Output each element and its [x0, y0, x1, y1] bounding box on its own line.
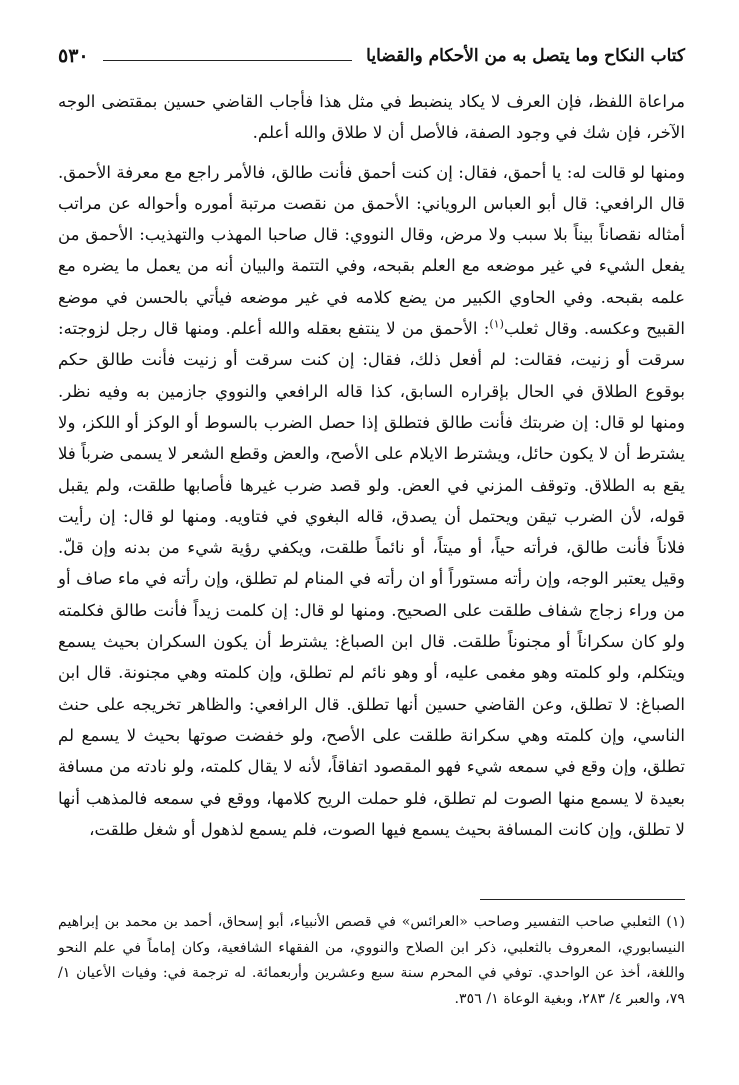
- main-text: [58, 86, 685, 845]
- footnote: [58, 910, 685, 1012]
- footnote-text: (١) الثعلبي صاحب التفسير وصاحب «العرائس» في قصص الأنبياء، أبو إسحاق، أحمد بن محمد بن إبراهيم النيسابوري، المعروف بالثعلبي، ذكر ابن الصلاح والنووي، من الفقهاء الشافعية، وكان إماماً في علم النحو واللغة، أخذ عن الواحدي. توفي في المحرم سنة سبع وعشرين وأربعمائة. له ترجمة في: وفيات الأعيان ١/ ٧٩، والعبر ٤/ ٢٨٣، وبغية الوعاة ١/ ٣٥٦.: [58, 914, 685, 1007]
- running-title: كتاب النكاح وما يتصل به من الأحكام والقضايا: [366, 46, 685, 66]
- paragraph-2: [58, 157, 685, 846]
- header-rule: [103, 60, 353, 61]
- footnote-separator: [480, 899, 685, 900]
- page-number: ٥٣٠: [58, 45, 89, 67]
- paragraph-2-part-2: : الأحمق من لا ينتفع بعقله والله أعلم. ومنها قال رجل لزوجته: سرقت أو زنيت، فقالت: لم أفعل ذلك، فقال: إن كنت سرقت أو زنيت فأنت طالق حكم بوقوع الطلاق في الحال بإقراره السابق، كذا قاله الرافعي والنووي جازمين به وفيه نظر. ومنها لو قال: إن ضربتك فأنت طالق فتطلق إذا حصل الضرب بالسوط أو الوكز أو اللكز، ولا يشترط أن لا يكون حائل، ويشترط الايلام على الأصح، والعض وقطع الشعر لا يسمى ضرباً فلا يقع به الطلاق. وتوقف المزني في العض. ولو قصد ضرب غيرها فأصابها طلقت، ولم يقبل قوله، لأن الضرب تيقن ويحتمل أن يصدق، قاله البغوي في فتاويه. ومنها لو قال: إن رأيت فلاناً فأنت طالق، فرأته حياً، أو ميتاً، أو نائماً طلقت، ويكفي رؤية شيء من بدنه وإن قلّ. وقيل يعتبر الوجه، وإن رأته مستوراً أو ان رأته في المنام لم تطلق، وإن رأته في ماء صاف أو من وراء زجاج شفاف طلقت على الصحيح. ومنها لو قال: إن كلمت زيداً فأنت طالق فكلمته ولو كان سكراناً أو مجنوناً طلقت. قال ابن الصباغ: يشترط أن يكون السكران بحيث يسمع ويتكلم، ولو كلمته وهو مغمى عليه، أو وهو نائم لم تطلق، وإن كلمته وهي مجنونة. قال ابن الصباغ: لا تطلق، وعن القاضي حسين أنها تطلق. قال الرافعي: والظاهر تخريجه على حنث الناسي، وإن كلمته وهي سكرانة طلقت على الأصح، ولو خفضت صوتها بحيث لا يسمع لم تطلق، وإن وقع في سمعه شيء فهو المقصود اتفاقاً، لأنه لا يقال كلمته، ولو نادته من مسافة بعيدة لا يسمع منها الصوت لم تطلق، فلو حملت الريح كلامها، ووقع في سمعه فالمذهب أنها لا تطلق، وإن كانت المسافة بحيث يسمع فيها الصوت، فلم يسمع لذهول أو شغل طلقت،: [58, 319, 685, 839]
- page-header: [58, 28, 685, 68]
- paragraph-2-part-1: ومنها لو قالت له: يا أحمق، فقال: إن كنت أحمق فأنت طالق، فالأمر راجع مع معرفة الأحمق. قال الرافعي: قال أبو العباس الروياني: الأحمق من نقصت مرتبة أموره وأحواله عن مراتب أمثاله نقصاناً بيناً بلا سبب ولا مرض، وقال النووي: قال صاحبا المهذب والتهذيب: الأحمق من يفعل الشيء في غير موضعه مع العلم بقبحه، وفي التتمة والبيان أنه من يعمل ما يضره مع علمه بقبحه. وفي الحاوي الكبير من يضع كلامه في غير موضعه فيأتي بالحسن في موضع القبيح وعكسه. وقال ثعلب: [58, 162, 685, 339]
- paragraph-1: مراعاة اللفظ، فإن العرف لا يكاد ينضبط في مثل هذا فأجاب القاضي حسين بمقتضى الوجه الآخر، فإن شك في وجود الصفة، فالأصل أن لا طلاق والله أعلم.: [58, 92, 685, 143]
- footnote-marker: (١): [489, 317, 504, 331]
